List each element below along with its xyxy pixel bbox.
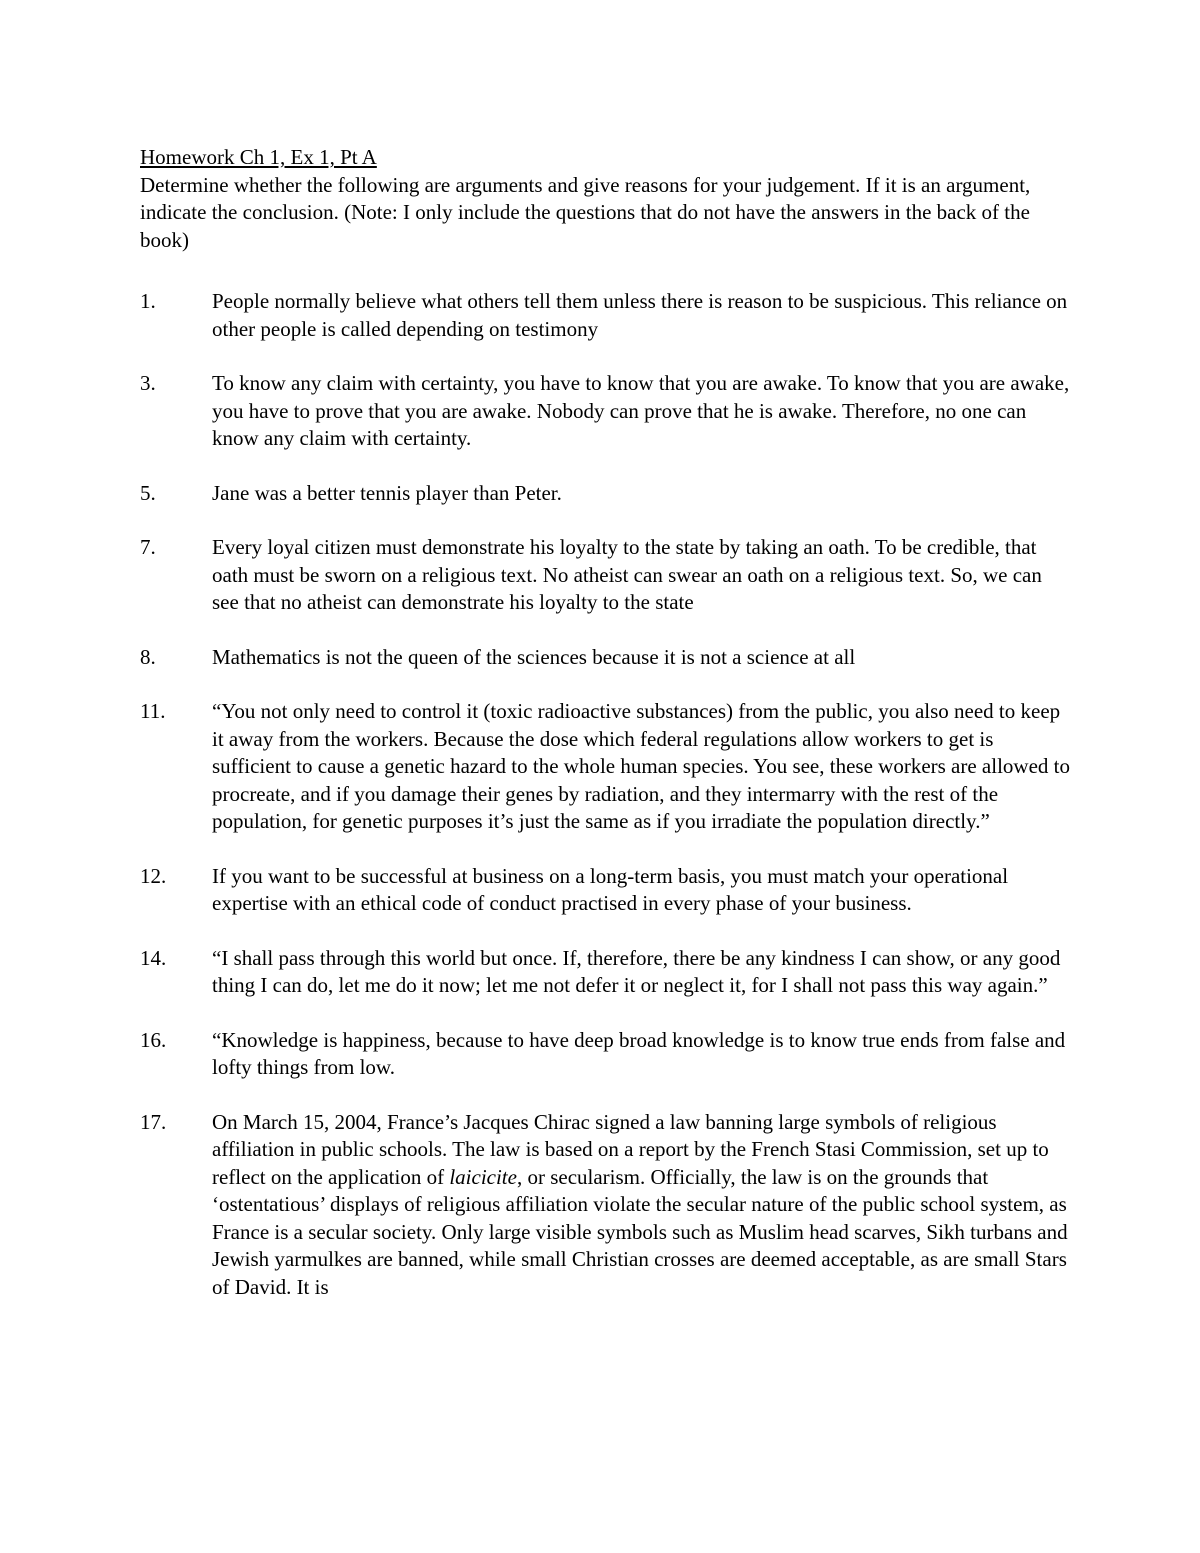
item-text: Mathematics is not the queen of the sciences because it is not a science at all xyxy=(212,644,856,669)
item-text: “I shall pass through this world but once. If, therefore, there be any kindness I can show, or any good thing I can do, let me do it now; let me not defer it or neglect it, for I shall not pass this way again.” xyxy=(212,945,1061,997)
item-text: If you want to be successful at business on a long-term basis, you must match your operational expertise with an ethical code of conduct practised in every phase of your business. xyxy=(212,863,1009,915)
list-item xyxy=(140,370,1070,453)
item-text: “You not only need to control it (toxic radioactive substances) from the public, you also need to keep it away from the workers. Because the dose which federal regulations allow workers to get is sufficient to cause a genetic hazard to the whole human species. You see, these workers are allowed to procreate, and if you damage their genes by radiation, and they intermarry with the rest of the population, for genetic purposes it’s just the same as if you irradiate the population directly.” xyxy=(212,699,1070,833)
item-number: 3. xyxy=(140,371,156,395)
item-number: 16. xyxy=(140,1027,167,1052)
item-number: 1. xyxy=(140,289,156,313)
item-text: “Knowledge is happiness, because to have deep broad knowledge is to know true ends from false and lofty things from low. xyxy=(212,1027,1066,1079)
item-number: 7. xyxy=(140,535,156,559)
item-number: 12. xyxy=(140,863,167,888)
item-number: 5. xyxy=(140,480,156,505)
list-item xyxy=(140,288,1070,343)
item-text: Every loyal citizen must demonstrate his loyalty to the state by taking an oath. To be credible, that oath must be sworn on a religious text. No atheist can swear an oath on a religious text. So, we can see that no atheist can demonstrate his loyalty to the state xyxy=(212,535,1042,614)
question-list xyxy=(140,288,1070,1301)
list-item xyxy=(140,534,1070,617)
item-text xyxy=(212,1109,1070,1302)
item-text-part-2: , or secularism. Officially, the law is on the grounds that ‘ostentatious’ displays of religious affiliation violate the secular nature of the public school system, as France is a secular society. Only large visible symbols such as Muslim head scarves, Sikh turbans and Jewish yarmulkes are banned, while small Christian crosses are deemed acceptable, as are small Stars of David. It is xyxy=(212,1164,1068,1299)
item-number: 8. xyxy=(140,644,156,669)
item-text-part-1: On March 15, 2004, France’s Jacques Chirac signed a law banning large symbols of religious affiliation in public schools. The law is based on a report by the French Stasi Commission, set up to reflect on the application of xyxy=(212,1109,1049,1189)
page-title: Homework Ch 1, Ex 1, Pt A xyxy=(140,145,377,169)
list-item xyxy=(140,644,1070,672)
list-item xyxy=(140,945,1070,1000)
item-text: People normally believe what others tell them unless there is reason to be suspicious. This reliance on other people is called depending on testimony xyxy=(212,289,1068,341)
item-number: 11. xyxy=(140,699,166,723)
item-text: Jane was a better tennis player than Peter. xyxy=(212,480,562,505)
item-text-emphasis: laicicite xyxy=(449,1164,517,1189)
document-page xyxy=(140,144,1070,1328)
instructions-paragraph: Determine whether the following are arguments and give reasons for your judgement. If it is an argument, indicate the conclusion. (Note: I only include the questions that do not have the answers in the back of the book) xyxy=(140,172,1031,252)
item-number: 17. xyxy=(140,1109,167,1134)
item-number: 14. xyxy=(140,945,167,970)
item-text: To know any claim with certainty, you have to know that you are awake. To know that you are awake, you have to prove that you are awake. Nobody can prove that he is awake. Therefore, no one can know any claim with certainty. xyxy=(212,371,1070,450)
list-item xyxy=(140,1109,1070,1302)
list-item xyxy=(140,1027,1070,1082)
list-item xyxy=(140,863,1070,918)
list-item xyxy=(140,480,1070,508)
list-item xyxy=(140,698,1070,836)
